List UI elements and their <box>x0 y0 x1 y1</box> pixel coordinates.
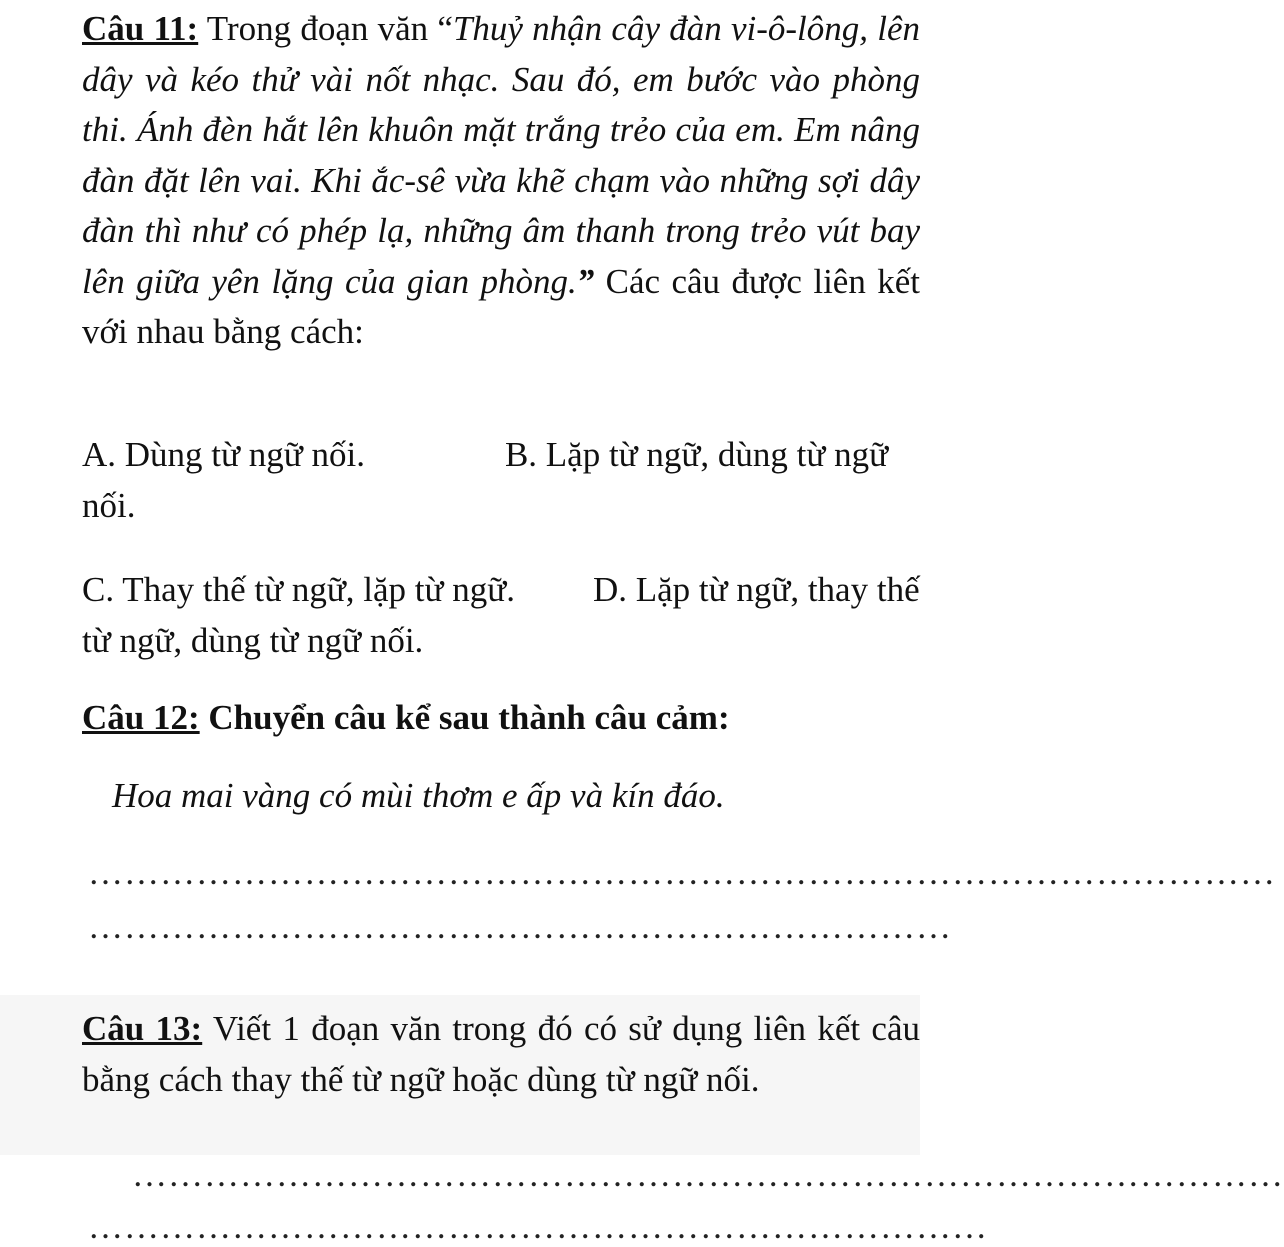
option-c[interactable]: C. Thay thế từ ngữ, lặp từ ngữ. <box>82 570 515 609</box>
question-11-intro: Trong đoạn văn “ <box>198 9 453 48</box>
question-12-prompt: Chuyển câu kể sau thành câu cảm: <box>199 698 730 737</box>
answer-line-12-2[interactable]: ……………………………………………………………… <box>88 907 952 946</box>
question-11-prompt: Các câu được liên kết với nhau bằng cách: <box>82 261 920 351</box>
option-a[interactable]: A. Dùng từ ngữ nối. <box>82 435 365 474</box>
question-12 <box>82 693 920 743</box>
answer-line-13-2[interactable]: ………………………………………………………………… <box>88 1207 988 1246</box>
question-11-close-quote: ” <box>576 261 595 301</box>
answer-line-12-1[interactable]: ……………………………………………………………………………………… <box>88 853 1276 892</box>
option-d[interactable]: D. Lặp từ ngữ, thay thế từ ngữ, dùng từ ngữ nối. <box>82 570 920 660</box>
question-12-label: Câu 12: <box>82 698 200 737</box>
question-13 <box>82 1004 920 1105</box>
question-11 <box>82 4 920 358</box>
question-13-prompt: Viết 1 đoạn văn trong đó có sử dụng liên kết câu bằng cách thay thế từ ngữ hoặc dùng từ ngữ nối. <box>82 1009 920 1099</box>
options-row-cd <box>82 565 920 666</box>
question-11-passage: Thuỷ nhận cây đàn vi-ô-lông, lên dây và kéo thử vài nốt nhạc. Sau đó, em bước vào phòng thi. Ánh đèn hắt lên khuôn mặt trắng trẻo của em. Em nâng đàn đặt lên vai. Khi ắc-sê vừa khẽ chạm vào những sợi dây đàn thì như có phép lạ, những âm thanh trong trẻo vút bay lên giữa yên lặng của gian phòng. <box>82 9 920 301</box>
options-row-ab <box>82 430 920 531</box>
question-13-label: Câu 13: <box>82 1009 203 1048</box>
option-b[interactable]: B. Lặp từ ngữ, dùng từ ngữ nối. <box>82 435 889 525</box>
answer-line-13-1[interactable]: …………………………………………………………………………………… <box>132 1155 1284 1194</box>
question-12-sentence: Hoa mai vàng có mùi thơm e ấp và kín đáo. <box>112 776 725 815</box>
question-11-label: Câu 11: <box>82 9 199 48</box>
